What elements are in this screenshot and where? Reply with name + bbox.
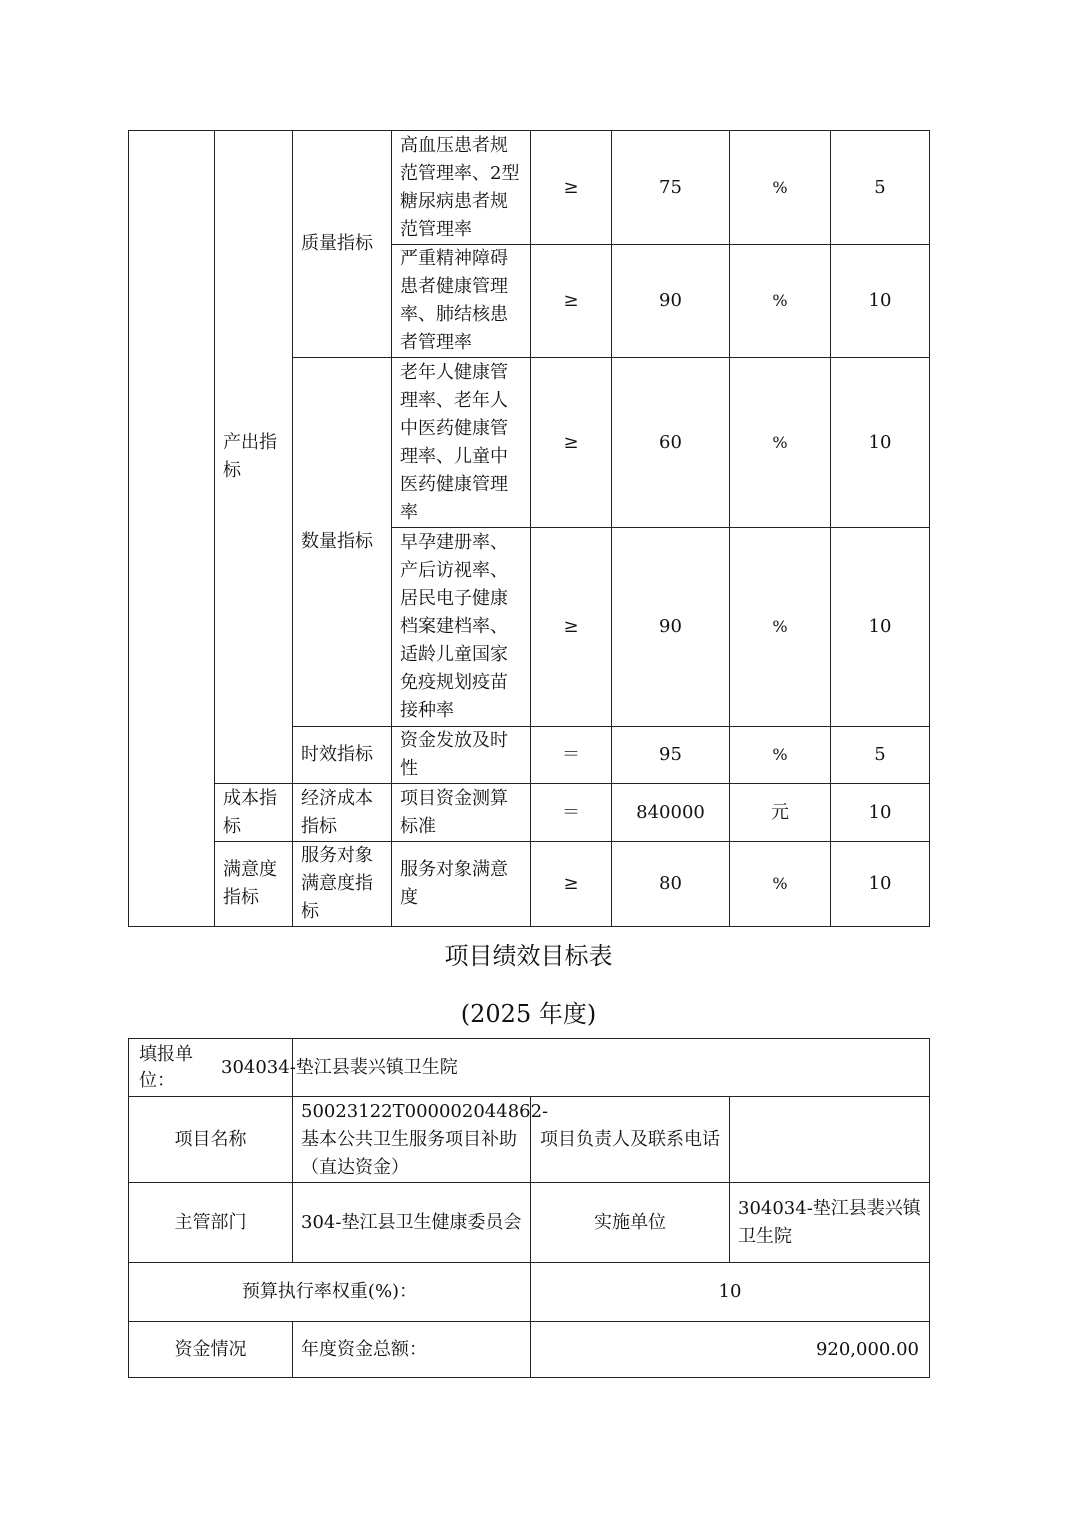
value-cell: 60 <box>612 358 730 528</box>
annual-total-label: 年度资金总额： <box>293 1322 531 1378</box>
weight-cell: 10 <box>831 245 930 358</box>
metric-cell: 资金发放及时性 <box>392 727 531 784</box>
weight-cell: 10 <box>831 784 930 842</box>
weight-cell: 5 <box>831 131 930 245</box>
quantity-subcategory: 数量指标 <box>293 358 392 727</box>
economic-subcategory: 经济成本指标 <box>293 784 392 842</box>
project-name-value: 50023122T000002044862-基本公共卫生服务项目补助（直达资金） <box>293 1097 531 1183</box>
unit-cell: % <box>730 245 831 358</box>
metric-cell: 严重精神障碍患者健康管理率、肺结核患者管理率 <box>392 245 531 358</box>
contact-label: 项目负责人及联系电话 <box>531 1097 730 1183</box>
page-title: 项目绩效目标表 <box>444 942 613 970</box>
weight-cell: 10 <box>831 528 930 727</box>
table-row <box>129 1183 930 1263</box>
metric-cell: 服务对象满意度 <box>392 842 531 927</box>
operator-cell: ≥ <box>531 131 612 245</box>
blank-cell <box>129 131 215 927</box>
service-subcategory: 服务对象满意度指标 <box>293 842 392 927</box>
budget-weight-value: 10 <box>531 1263 930 1322</box>
table-row <box>129 1039 930 1097</box>
metric-cell: 项目资金测算标准 <box>392 784 531 842</box>
funds-label: 资金情况 <box>129 1322 293 1378</box>
contact-value <box>730 1097 930 1183</box>
table-row <box>129 842 930 927</box>
weight-cell: 10 <box>831 842 930 927</box>
cost-category: 成本指标 <box>215 784 293 842</box>
metric-cell: 早孕建册率、产后访视率、居民电子健康档案建档率、适龄儿童国家免疫规划疫苗接种率 <box>392 528 531 727</box>
timeliness-subcategory: 时效指标 <box>293 727 392 784</box>
dept-value: 304-垫江县卫生健康委员会 <box>293 1183 531 1263</box>
output-category: 产出指标 <box>215 131 293 784</box>
performance-indicator-table <box>128 130 930 927</box>
table-row <box>129 1097 930 1183</box>
unit-cell: 元 <box>730 784 831 842</box>
value-cell: 90 <box>612 528 730 727</box>
operator-cell: ＝ <box>531 727 612 784</box>
operator-cell: ＝ <box>531 784 612 842</box>
project-info-table <box>128 1038 930 1378</box>
operator-cell: ≥ <box>531 528 612 727</box>
unit-cell: % <box>730 842 831 927</box>
table-row <box>129 784 930 842</box>
budget-weight-label: 预算执行率权重(%)： <box>129 1263 531 1322</box>
impl-value: 304034-垫江县裴兴镇卫生院 <box>730 1183 930 1263</box>
dept-label: 主管部门 <box>129 1183 293 1263</box>
unit-cell: % <box>730 131 831 245</box>
value-cell: 840000 <box>612 784 730 842</box>
project-name-label: 项目名称 <box>129 1097 293 1183</box>
weight-cell: 10 <box>831 358 930 528</box>
table-row <box>129 1322 930 1378</box>
metric-cell: 老年人健康管理率、老年人中医药健康管理率、儿童中医药健康管理率 <box>392 358 531 528</box>
value-cell: 75 <box>612 131 730 245</box>
operator-cell: ≥ <box>531 842 612 927</box>
annual-total-value: 920,000.00 <box>531 1322 930 1378</box>
year-subtitle: (2025 年度) <box>460 1000 597 1028</box>
quality-subcategory: 质量指标 <box>293 131 392 358</box>
metric-cell: 高血压患者规范管理率、2型糖尿病患者规范管理率 <box>392 131 531 245</box>
value-cell: 80 <box>612 842 730 927</box>
value-cell: 95 <box>612 727 730 784</box>
impl-label: 实施单位 <box>531 1183 730 1263</box>
weight-cell: 5 <box>831 727 930 784</box>
value-cell: 90 <box>612 245 730 358</box>
operator-cell: ≥ <box>531 245 612 358</box>
unit-cell: % <box>730 528 831 727</box>
satisfaction-category: 满意度指标 <box>215 842 293 927</box>
unit-cell: % <box>730 727 831 784</box>
table-row <box>129 131 930 245</box>
reporting-unit-label: 填报单位： <box>139 1043 193 1091</box>
reporting-unit-value: 304034-垫江县裴兴镇卫生院 <box>221 1056 458 1078</box>
reporting-unit-value-cell <box>221 1039 930 1097</box>
unit-cell: % <box>730 358 831 528</box>
operator-cell: ≥ <box>531 358 612 528</box>
table-row <box>129 1263 930 1322</box>
